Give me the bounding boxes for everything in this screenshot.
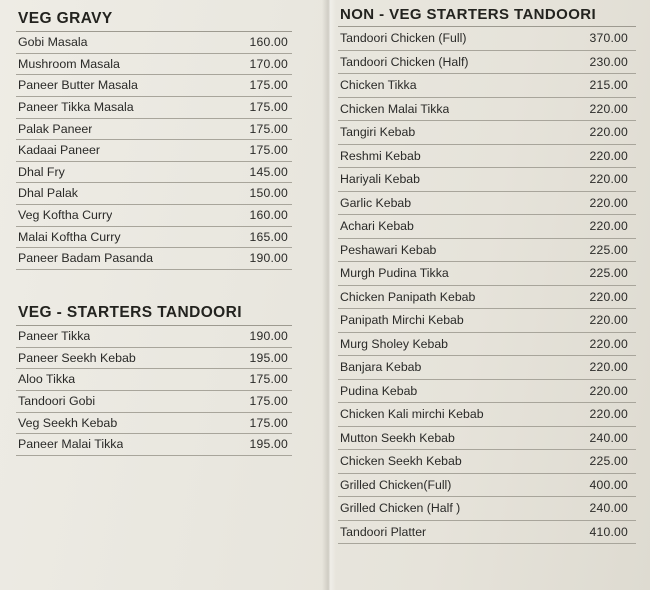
menu-item [338, 27, 636, 51]
item-price: 220.00 [589, 407, 628, 422]
item-price: 160.00 [249, 208, 288, 223]
item-name: Malai Koftha Curry [18, 230, 121, 244]
section-title: VEG GRAVY [18, 10, 113, 27]
menu-item [16, 97, 292, 119]
item-name: Tandoori Chicken (Full) [340, 32, 467, 45]
item-price: 220.00 [589, 195, 628, 210]
item-name: Dhal Fry [18, 165, 65, 179]
menu-item [16, 248, 292, 270]
item-name: Mushroom Masala [18, 57, 120, 71]
item-price: 195.00 [249, 350, 288, 365]
menu-item-list [338, 27, 636, 544]
menu-item [338, 51, 636, 75]
menu-item [16, 391, 292, 413]
item-name: Achari Kebab [340, 220, 414, 234]
item-price: 240.00 [589, 501, 628, 516]
menu-item [338, 403, 636, 427]
item-price: 225.00 [589, 454, 628, 469]
menu-item [16, 227, 292, 249]
item-price: 175.00 [249, 393, 288, 408]
item-price: 220.00 [589, 125, 628, 140]
menu-item [338, 192, 636, 216]
item-price: 220.00 [589, 383, 628, 398]
item-price: 150.00 [249, 186, 288, 201]
menu-item [16, 369, 292, 391]
item-price: 160.00 [249, 35, 288, 49]
menu-item [16, 140, 292, 162]
section-title: VEG - STARTERS TANDOORI [18, 304, 242, 322]
item-name: Dhal Palak [18, 187, 78, 201]
section-spacer [16, 270, 292, 300]
item-name: Grilled Chicken (Half ) [340, 502, 461, 516]
item-name: Tandoori Chicken (Half) [340, 55, 469, 69]
item-name: Chicken Tikka [340, 79, 417, 93]
item-name: Banjara Kebab [340, 361, 422, 375]
item-price: 175.00 [249, 415, 288, 430]
item-price: 370.00 [589, 31, 628, 45]
section-veg-starters-tandoori [16, 304, 292, 456]
item-name: Gobi Masala [18, 36, 88, 49]
item-name: Veg Seekh Kebab [18, 416, 118, 430]
item-price: 175.00 [249, 99, 288, 114]
item-name: Chicken Malai Tikka [340, 102, 450, 116]
menu-item [338, 145, 636, 169]
right-column [322, 0, 650, 590]
menu-item [338, 74, 636, 98]
item-name: Murgh Pudina Tikka [340, 267, 449, 281]
menu-item [16, 75, 292, 97]
item-price: 175.00 [249, 372, 288, 387]
item-price: 220.00 [589, 172, 628, 187]
menu-item [338, 380, 636, 404]
item-name: Chicken Seekh Kebab [340, 455, 462, 469]
item-name: Chicken Panipath Kebab [340, 290, 476, 304]
item-name: Aloo Tikka [18, 373, 76, 387]
item-price: 215.00 [589, 78, 628, 93]
item-price: 190.00 [249, 329, 288, 344]
item-price: 410.00 [589, 524, 628, 539]
item-name: Paneer Seekh Kebab [18, 351, 136, 365]
menu-item [338, 286, 636, 310]
menu-item [338, 474, 636, 498]
menu-item [16, 119, 292, 141]
item-price: 165.00 [249, 229, 288, 244]
item-name: Tandoori Platter [340, 525, 427, 539]
menu-item [338, 497, 636, 521]
item-name: Paneer Badam Pasanda [18, 252, 154, 266]
item-name: Paneer Tikka [18, 330, 91, 344]
item-price: 220.00 [589, 148, 628, 163]
item-price: 170.00 [249, 56, 288, 71]
item-name: Grilled Chicken(Full) [340, 478, 452, 492]
menu-item [16, 162, 292, 184]
item-price: 220.00 [589, 313, 628, 328]
item-price: 220.00 [589, 336, 628, 351]
menu-item [16, 434, 292, 456]
section-non-veg-starters-tandoori [338, 6, 636, 544]
menu-item [16, 183, 292, 205]
item-price: 220.00 [589, 219, 628, 234]
item-name: Paneer Butter Masala [18, 79, 138, 93]
item-price: 220.00 [589, 289, 628, 304]
menu-item [338, 121, 636, 145]
menu-item [338, 98, 636, 122]
item-name: Mutton Seekh Kebab [340, 431, 455, 445]
menu-item [338, 215, 636, 239]
item-price: 195.00 [249, 437, 288, 452]
item-price: 240.00 [589, 430, 628, 445]
item-name: Paneer Tikka Masala [18, 100, 134, 114]
menu-item-list [16, 32, 292, 270]
item-name: Veg Koftha Curry [18, 209, 113, 223]
item-name: Hariyali Kebab [340, 173, 420, 187]
menu-item [338, 239, 636, 263]
left-column [0, 0, 322, 590]
menu-item [338, 262, 636, 286]
item-price: 190.00 [249, 251, 288, 266]
item-price: 175.00 [249, 121, 288, 136]
item-name: Tandoori Gobi [18, 394, 96, 408]
menu-item [16, 348, 292, 370]
section-veg-gravy [16, 10, 292, 270]
menu-item [338, 521, 636, 545]
item-name: Reshmi Kebab [340, 149, 421, 163]
item-name: Paneer Malai Tikka [18, 438, 124, 452]
item-price: 225.00 [589, 242, 628, 257]
item-name: Murg Sholey Kebab [340, 337, 449, 351]
menu-item [338, 333, 636, 357]
menu-item [16, 205, 292, 227]
item-price: 220.00 [589, 360, 628, 375]
item-price: 400.00 [589, 477, 628, 492]
item-price: 145.00 [249, 164, 288, 179]
item-name: Garlic Kebab [340, 196, 412, 210]
menu-item [338, 356, 636, 380]
item-name: Kadaai Paneer [18, 144, 100, 158]
item-name: Tangiri Kebab [340, 126, 416, 140]
menu-item [338, 168, 636, 192]
item-name: Chicken Kali mirchi Kebab [340, 408, 484, 422]
menu-item [16, 326, 292, 348]
item-name: Panipath Mirchi Kebab [340, 314, 464, 328]
item-price: 225.00 [589, 266, 628, 281]
menu-item-list [16, 326, 292, 456]
section-title: NON - VEG STARTERS TANDOORI [340, 6, 597, 23]
item-price: 175.00 [249, 143, 288, 158]
menu-item [16, 54, 292, 76]
item-name: Pudina Kebab [340, 384, 418, 398]
item-name: Palak Paneer [18, 122, 93, 136]
item-price: 230.00 [589, 54, 628, 69]
menu-item [16, 413, 292, 435]
item-name: Peshawari Kebab [340, 243, 437, 257]
item-price: 220.00 [589, 101, 628, 116]
menu-item [338, 427, 636, 451]
menu-item [16, 32, 292, 54]
item-price: 175.00 [249, 78, 288, 93]
menu-item [338, 450, 636, 474]
menu-item [338, 309, 636, 333]
